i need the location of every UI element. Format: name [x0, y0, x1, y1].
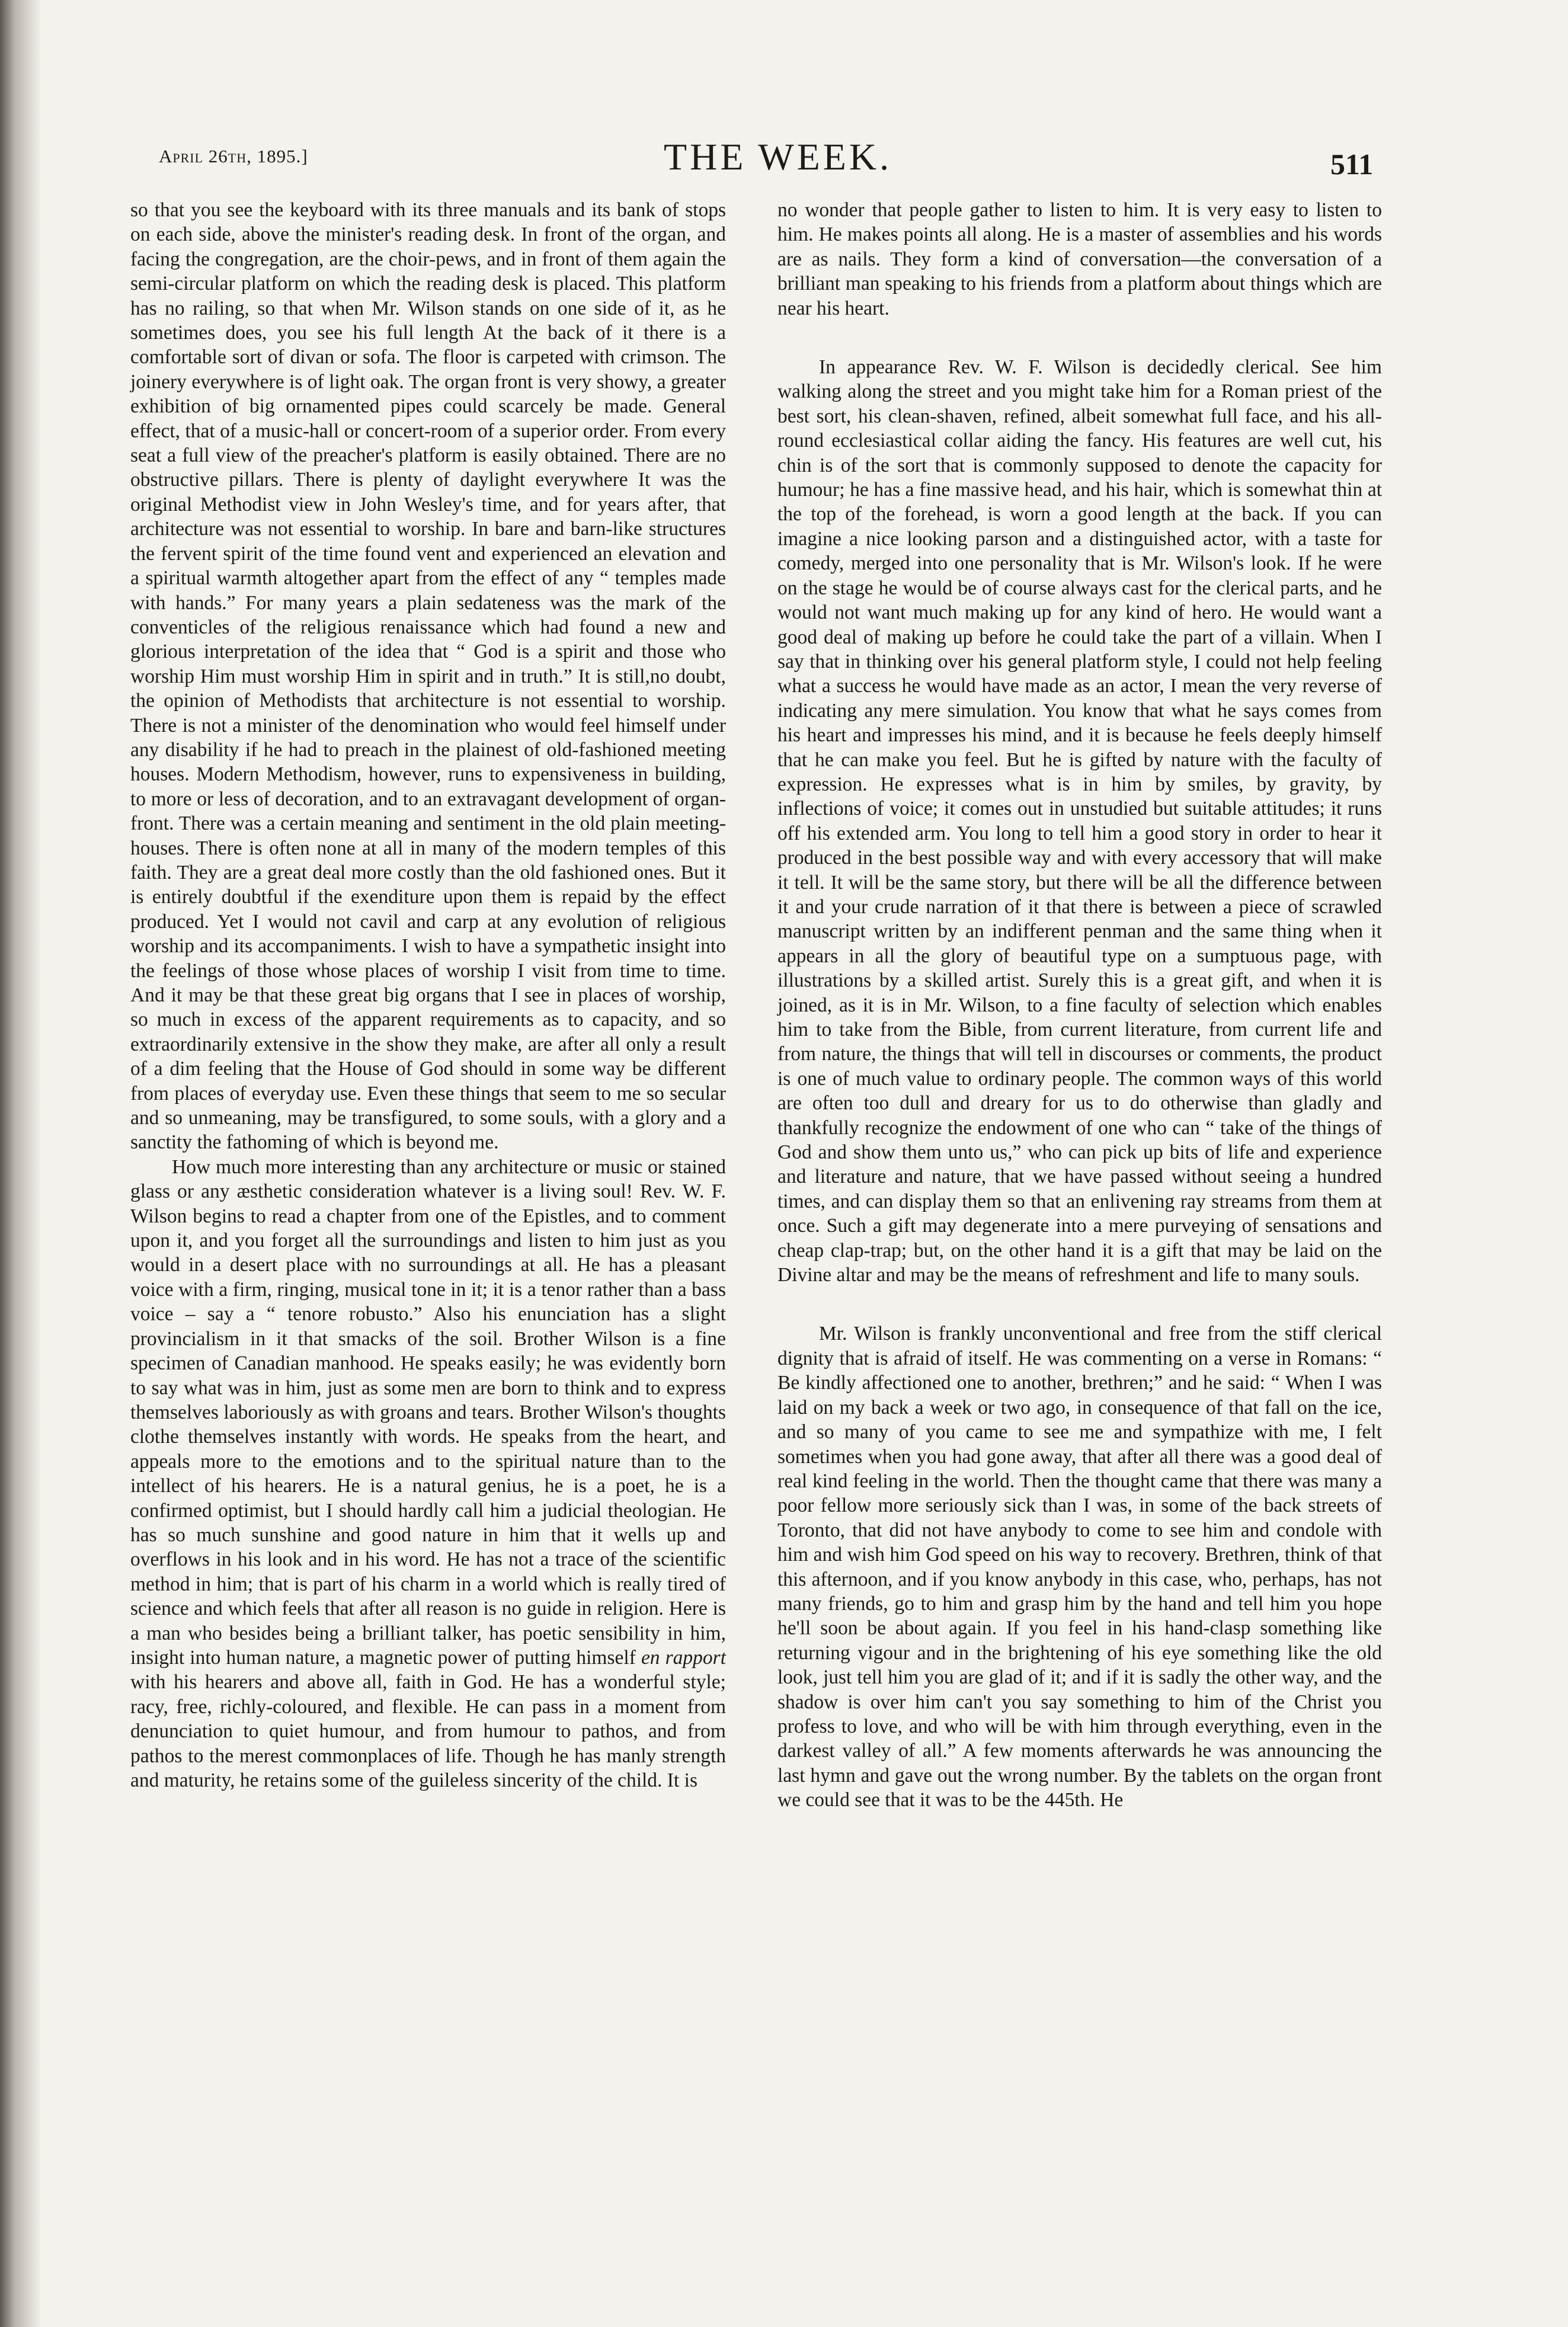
page-header [0, 135, 1568, 188]
right-column [777, 198, 1382, 1813]
left-column [130, 198, 726, 1793]
left-paragraph-2-text-a: How much more interesting than any architecture or music or stained glass or any æsthetic consideration whatever is a living soul! Rev. W. F. Wilson begins to read a chapter from one of the Epistles, and to comment upon it, and you forget all the surroundings and listen to him just as you would in a desert place with no surroundings at all. He has a pleasant voice with a firm, ringing, musical tone in it; it is a tenor rather than a bass voice – say a “ tenore robusto.” Also his enunciation has a slight provincialism in it that smacks of the soil. Brother Wilson is a fine specimen of Canadian manhood. He speaks easily; he was evidently born to say what was in him, just as some men are born to think and to express themselves laboriously as with groans and tears. Brother Wilson's thoughts clothe themselves instantly with words. He speaks from the heart, and appeals more to the emotions and to the spiritual nature than to the intellect of his hearers. He is a natural genius, he is a poet, he is a confirmed optimist, but I should hardly call him a judicial theologian. He has so much sunshine and good nature in him that it wells up and overflows in his look and in his word. He has not a trace of the scientific method in him; that is part of his charm in a world which is really tired of science and which feels that after all reason is no guide in religion. Here is a man who besides being a brilliant talker, has poetic sensibility in him, insight into human nature, a magnetic power of putting himself [130, 1156, 726, 1669]
issue-date: April 26th, 1895.] [159, 146, 308, 167]
page-edge-shadow [0, 0, 41, 2327]
right-paragraph-2: In appearance Rev. W. F. Wilson is decidedly clerical. See him walking along the street and you might take him for a Roman priest of the best sort, his clean-shaven, refined, albeit somewhat full face, and his all-round ecclesiastical collar aiding the fancy. His features are well cut, his chin is of the sort that is commonly supposed to denote the capacity for humour; he has a fine massive head, and his hair, which is somewhat thin at the top of the forehead, is worn a good length at the back. If you can imagine a nice looking parson and a distinguished actor, with a taste for comedy, merged into one personality that is Mr. Wilson's look. If he were on the stage he would be of course always cast for the clerical parts, and he would not want much making up for any kind of hero. He would want a good deal of making up before he could take the part of a villain. When I say that in thinking over his general platform style, I could not help feeling what a success he would have made as an actor, I mean the very reverse of indicating any mere simulation. You know that what he says comes from his heart and impresses his mind, and it is because he feels deeply himself that he can make you feel. But he is gifted by nature with the faculty of expression. He expresses what is in him by smiles, by gravity, by inflections of voice; it comes out in unstudied but suitable attitudes; it runs off his extended arm. You long to tell him a good story in order to hear it produced in the best possible way and with every accessory that will make it tell. It will be the same story, but there will be all the difference between it and your crude narration of it that there is between a piece of scrawled manuscript written by an indifferent penman and the same thing when it appears in all the glory of beautiful type on a sumptuous page, with illustrations by a skilled artist. Surely this is a great gift, and when it is joined, as it is in Mr. Wilson, to a fine faculty of selection which enables him to take from the Bible, from current literature, from current life and from nature, the things that will tell in discourses or comments, the product is one of much value to ordinary people. The common ways of this world are often too dull and dreary for us to do otherwise than gladly and thankfully recognize the endowment of one who can “ take of the things of God and show them unto us,” who can pick up bits of life and experience and literature and nature, that we have passed without seeing a hundred times, and can display them so that an enlivening ray streams from them at once. Such a gift may degenerate into a mere purveying of sensations and cheap clap-trap; but, on the other hand it is a gift that may be laid on the Divine altar and may be the means of refreshment and life to many souls. [777, 356, 1382, 1286]
left-paragraph-1: so that you see the keyboard with its three manuals and its bank of stops on each side, above the minister's reading desk. In front of the organ, and facing the congregation, are the choir-pews, and in front of them again the semi-circular platform on which the reading desk is placed. This platform has no railing, so that when Mr. Wilson stands on one side of it, as he sometimes does, you see his full length At the back of it there is a comfortable sort of divan or sofa. The floor is carpeted with crimson. The joinery everywhere is of light oak. The organ front is very showy, a greater exhibition of big ornamented pipes could scarcely be made. General effect, that of a music-hall or concert-room of a superior order. From every seat a full view of the preacher's platform is easily obtained. There are no obstructive pillars. There is plenty of daylight everywhere It was the original Methodist view in John Wesley's time, and for years after, that architecture was not essential to worship. In bare and barn-like structures the fervent spirit of the time found vent and experienced an elevation and a spiritual warmth altogether apart from the effect of any “ temples made with hands.” For many years a plain sedateness was the mark of the conventicles of the religious renaissance which had found a new and glorious interpretation of the idea that “ God is a spirit and those who worship Him must worship Him in spirit and in truth.” It is still,no doubt, the opinion of Methodists that architecture is not essential to worship. There is not a minister of the denomination who would feel himself under any disability if he had to preach in the plainest of old-fashioned meeting houses. Modern Methodism, however, runs to expensiveness in building, to more or less of decoration, and to an extravagant development of organ-front. There was a certain meaning and sentiment in the old plain meeting-houses. There is often none at all in many of the modern temples of this faith. They are a great deal more costly than the old fashioned ones. But it is entirely doubtful if the exenditure upon them is repaid by the effect produced. Yet I would not cavil and carp at any evolution of religious worship and its accompaniments. I wish to have a sympathetic insight into the feelings of those whose places of worship I visit from time to time. And it may be that these great big organs that I see in places of worship, so much in excess of the apparent requirements as to capacity, and so extraordinarily extensive in the show they make, are after all only a result of a dim feeling that the House of God should in some way be different from places of everyday use. Even these things that seem to me so secular and so unmeaning, may be transfigured, to some souls, with a glory and a sanctity the fathoming of which is beyond me. [130, 199, 726, 1154]
publication-title: THE WEEK. [664, 136, 892, 178]
right-paragraph-3: Mr. Wilson is frankly unconventional and free from the stiff clerical dignity that is afraid of itself. He was commenting on a verse in Romans: “ Be kindly affectioned one to another, brethren;” and he said: “ When I was laid on my back a week or two ago, in consequence of that fall on the ice, and so many of you came to see me and sympathize with me, I felt sometimes when you had gone away, that after all there was a good deal of real kind feeling in the world. Then the thought came that there was many a poor fellow more seriously sick than I was, in some of the back streets of Toronto, that did not have anybody to come to see him and condole with him and wish him God speed on his way to recovery. Brethren, think of that this afternoon, and if you know anybody in this case, who, perhaps, has not many friends, go to him and grasp him by the hand and tell him you hope he'll soon be about again. If you feel in his hand-clasp something like returning vigour and in the brightening of his eye something like the old look, just tell him you are glad of it; and if it is sadly the other way, and the shadow is over him can't you say something to him of the Christ you profess to love, and who will be with him through everything, even in the darkest valley of all.” A few moments afterwards he was announcing the last hymn and gave out the wrong number. By the tablets on the organ front we could see that it was to be the 445th. He [777, 1323, 1382, 1811]
left-paragraph-2 [130, 1155, 726, 1793]
right-paragraph-1: no wonder that people gather to listen to him. It is very easy to listen to him. He makes points all along. He is a master of assemblies and his words are as nails. They form a kind of conversation—the conversation of a brilliant man speaking to his friends from a platform about things which are near his heart. [777, 199, 1382, 319]
page-number: 511 [1330, 148, 1374, 181]
left-paragraph-2-italic: en rapport [641, 1646, 727, 1669]
left-paragraph-2-text-b: with his hearers and above all, faith in God. He has a wonderful style; racy, free, richly-coloured, and flexible. He can pass in a moment from denunciation to quiet humour, and from humour to pathos, and from pathos to the merest commonplaces of life. Though he has manly strength and maturity, he retains some of the guileless sincerity of the child. It is [130, 1671, 726, 1791]
